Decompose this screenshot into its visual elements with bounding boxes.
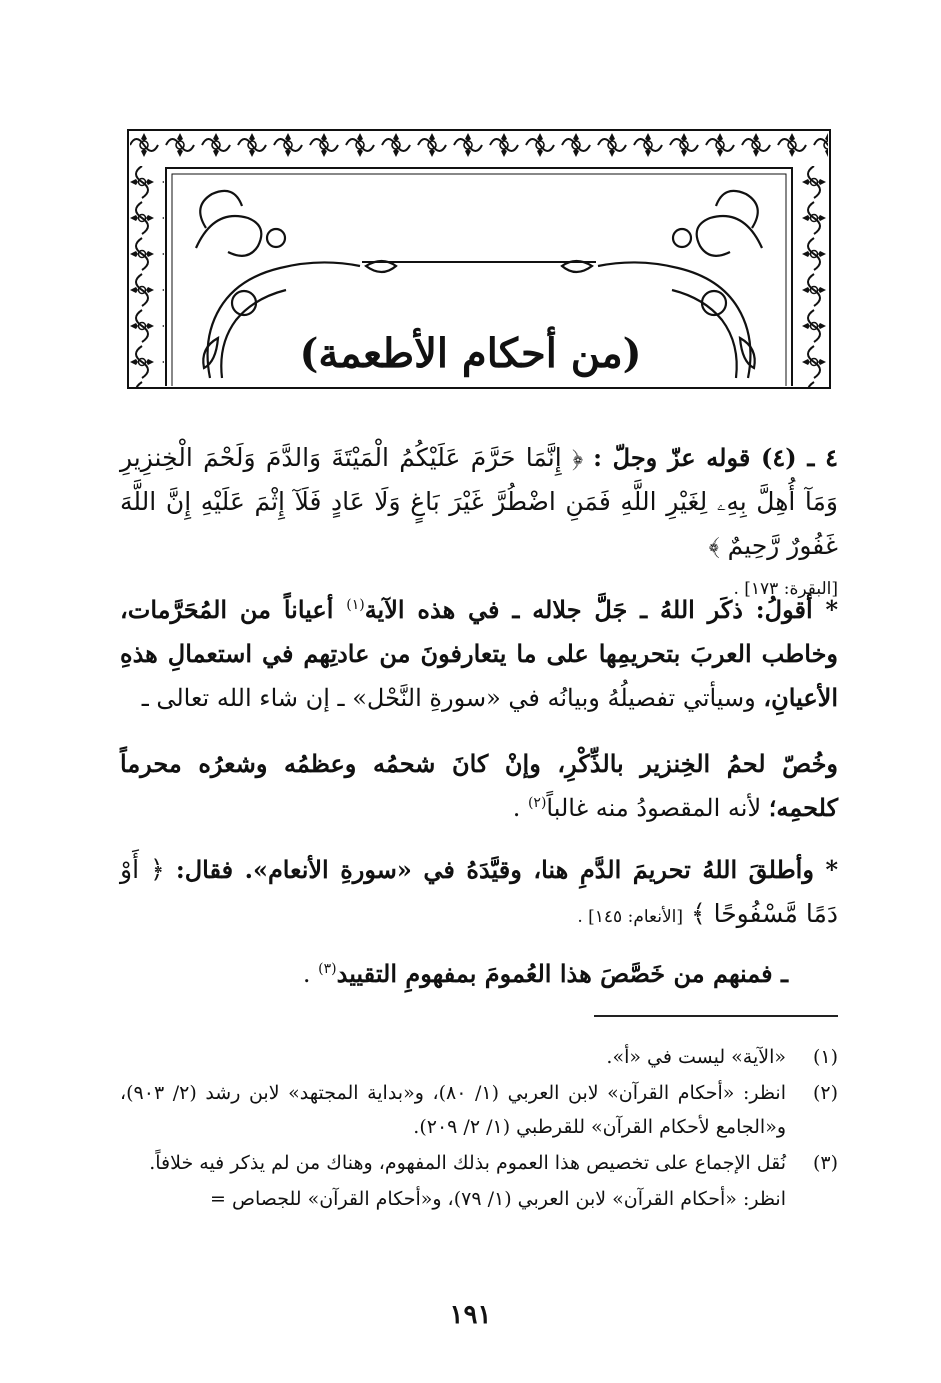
footnote-ref-2[interactable]: (٢): [527, 795, 547, 811]
paragraph-1-part-c: وسيأتي تفصيلُهُ وبيانُه في «سورةِ النَّحْل» ـ إن شاء الله تعالى ـ: [141, 684, 764, 712]
paragraph-4: [120, 952, 838, 996]
footnote-separator: [594, 1015, 838, 1017]
footnote-text: «الآية» ليست في «أ».: [606, 1046, 786, 1068]
verse-text: ﴿ إِنَّمَا حَرَّمَ عَلَيْكُمُ الْمَيْتَةَ وَالدَّمَ وَلَحْمَ الْخِنزِيرِ وَمَآ أُهِلَّ بِهِۦ لِغَيْرِ اللَّهِ فَمَنِ اضْطُرَّ غَيْرَ بَاغٍ وَلَا عَادٍ فَلَآ إِثْمَ عَلَيْهِ إِنَّ اللَّهَ غَفُورٌ رَّحِيمٌ ﴾: [120, 443, 838, 560]
footnote-continuation: انظر: «أحكام القرآن» لابن العربي (١/ ٧٩)، و«أحكام القرآن» للجصاص =: [210, 1188, 786, 1210]
paragraph-2-part-b: لأنه المقصودُ منه غالباً: [546, 794, 769, 822]
footnote-text: انظر: «أحكام القرآن» لابن العربي (١/ ٨٠)، و«بداية المجتهد» لابن رشد (٢/ ٩٠٣)، و«الجامع لأحكام القرآن» للقرطبي (١/ ٢/ ٢٠٩).: [120, 1082, 786, 1138]
chapter-title: (من أحكام الأطعمة): [299, 330, 642, 377]
footnote-ref-3[interactable]: (٣): [318, 961, 337, 977]
paragraph-1: [120, 588, 838, 720]
paragraph-1-part-a: * أقولُ: ذكَر اللهُ ـ جَلَّ جلاله ـ في هذه الآية: [364, 595, 838, 624]
paragraph-1-part-b: أعياناً من المُحَرَّمات، وخاطب العربَ بتحريمِها على ما يتعارفونَ من عادتِهم في استعمالِ هذهِ الأعيانِ،: [120, 595, 838, 712]
paragraph-4-part-a: ـ فمنهم من خَصَّصَ هذا العُمومَ بمفهومِ التقييد: [336, 959, 788, 988]
footnote-ref-1[interactable]: (١): [346, 597, 365, 613]
paragraph-2-part-c: .: [512, 794, 528, 822]
footnotes: [120, 1040, 838, 1216]
paragraph-4-part-b: .: [302, 960, 319, 988]
paragraph-2-part-a: وخُصّ لحمُ الخِنزير بالذِّكْرِ، وإنْ كانَ شحمُه وعظمُه وشعرُه محرماً كلحمِه؛: [120, 749, 838, 822]
footnote-number: (٣): [812, 1152, 838, 1174]
footnote-item: [120, 1040, 838, 1074]
footnote-item: [120, 1076, 838, 1144]
paragraph-3-quran: ﴿ أَوْ دَمًا مَّسْفُوحًا ﴾: [120, 855, 838, 928]
verse-block: [120, 436, 838, 607]
footnote-text: نُقل الإجماع على تخصيص هذا العموم بذلك المفهوم، وهناك من لم يذكر فيه خلافاً.: [149, 1152, 786, 1174]
paragraph-3: [120, 848, 838, 939]
verse-reference: [البقرة: ١٧٣] .: [733, 579, 838, 599]
footnote-number: (١): [812, 1046, 838, 1068]
paragraph-2: [120, 742, 838, 830]
footnote-item: [120, 1146, 838, 1180]
page-number: ١٩١: [449, 1300, 492, 1330]
paragraph-3-part-a: * وأطلقَ اللهُ تحريمَ الدَّمِ هنا، وقيَّدَهُ في «سورةِ الأنعام». فقال:: [175, 855, 838, 884]
verse-intro: ٤ ـ (٤) قوله عزّ وجلّ :: [593, 443, 838, 472]
paragraph-3-reference: [الأنعام: ١٤٥] .: [577, 907, 684, 927]
footnote-number: (٢): [812, 1082, 838, 1104]
